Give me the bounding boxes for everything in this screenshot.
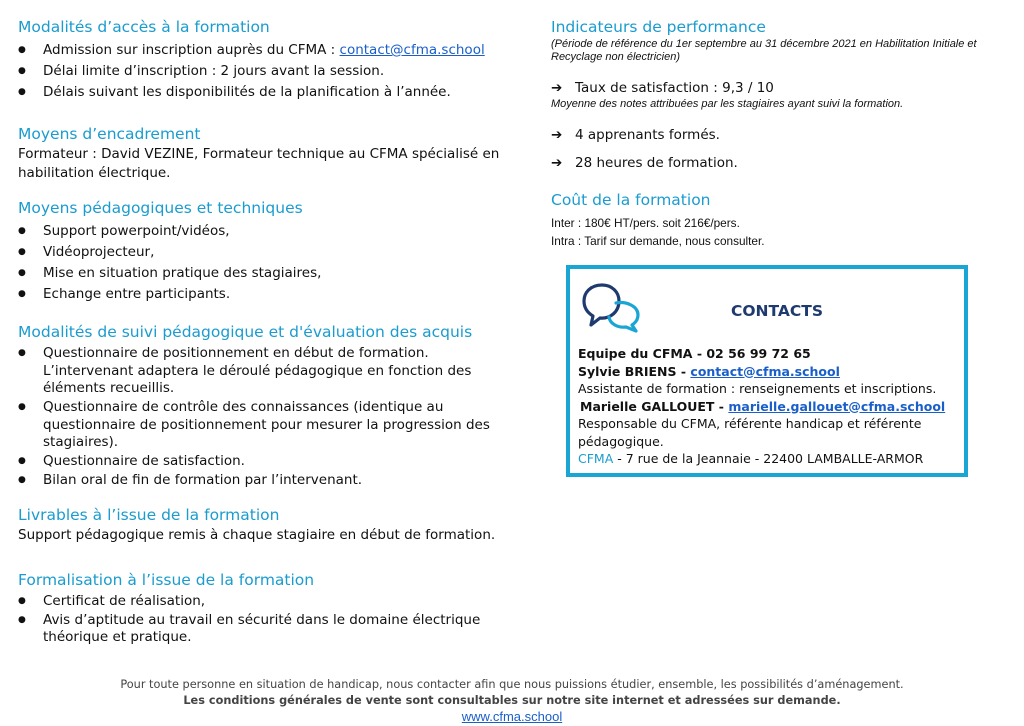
pedagogiques-list	[18, 221, 508, 305]
contact-email-link[interactable]: contact@cfma.school	[339, 42, 485, 58]
website-link[interactable]: www.cfma.school	[461, 709, 563, 724]
footer-cgv-note: Les conditions générales de vente sont consultables sur notre site internet et adressées sur demande.	[183, 694, 841, 707]
list-item: ● Certificat de réalisation,	[18, 593, 508, 611]
right-column	[551, 16, 1019, 250]
arrow-icon: ➔	[551, 127, 563, 143]
arrow-icon: ➔	[551, 155, 563, 171]
section-cout	[551, 189, 1019, 250]
footer-handicap-note: Pour toute personne en situation de handicap, nous contacter afin que nous puissions étudier, ensemble, les possibilités d’aménagement.	[120, 678, 904, 691]
price-inter: Inter : 180€ HT/pers. soit 216€/pers.	[551, 216, 740, 230]
list-item: ● Mise en situation pratique des stagiaires,	[18, 263, 508, 284]
list-item: ● Echange entre participants.	[18, 284, 508, 305]
footer	[0, 677, 1024, 726]
team-phone: Equipe du CFMA - 02 56 99 72 65	[578, 346, 811, 361]
section-title: Modalités de suivi pédagogique et d'évaluation des acquis	[18, 323, 473, 341]
list-item: ● Questionnaire de satisfaction.	[18, 453, 508, 471]
suivi-list	[18, 345, 508, 490]
formalisation-list	[18, 593, 508, 647]
marielle-email-link[interactable]: marielle.gallouet@cfma.school	[728, 398, 946, 414]
list-item: ● Avis d’aptitude au travail en sécurité dans le domaine électrique théorique et pratique.	[18, 612, 508, 647]
section-pedagogiques	[18, 197, 508, 305]
section-indicateurs	[551, 16, 1019, 173]
contacts-title: CONTACTS	[730, 302, 823, 320]
contact-marielle: Marielle GALLOUET - marielle.gallouet@cfma.school	[580, 398, 946, 414]
section-text: Support pédagogique remis à chaque stagiaire en début de formation.	[18, 526, 496, 543]
left-column	[18, 16, 508, 659]
reference-period-note: (Période de référence du 1er septembre au 31 décembre 2021 en Habilitation Initiale et Recyclage non électricien)	[551, 38, 977, 63]
sylvie-role: Assistante de formation : renseignements et inscriptions.	[578, 381, 937, 396]
price-intra: Intra : Tarif sur demande, nous consulter.	[551, 234, 765, 248]
list-item: ● Délai limite d’inscription : 2 jours avant la session.	[18, 61, 508, 82]
section-encadrement	[18, 123, 508, 183]
section-livrables	[18, 504, 508, 545]
contacts-box	[566, 265, 968, 477]
arrow-icon: ➔	[551, 80, 563, 96]
address: CFMA - 7 rue de la Jeannaie - 22400 LAMBALLE-ARMOR	[578, 451, 924, 466]
section-suivi	[18, 321, 508, 490]
section-acces	[18, 16, 508, 103]
indicator-heures: ➔ 28 heures de formation.	[551, 155, 738, 171]
list-item: ● Vidéoprojecteur,	[18, 242, 508, 263]
section-title: Formalisation à l’issue de la formation	[18, 570, 315, 589]
section-title: Moyens pédagogiques et techniques	[18, 199, 303, 217]
satisfaction-note: Moyenne des notes attribuées par les stagiaires ayant suivi la formation.	[551, 98, 904, 110]
section-title: Livrables à l’issue de la formation	[18, 505, 280, 524]
section-title: Indicateurs de performance	[551, 18, 766, 36]
sylvie-email-link[interactable]: contact@cfma.school	[690, 363, 840, 379]
section-title: Modalités d’accès à la formation	[18, 18, 270, 36]
list-item: ● Questionnaire de positionnement en début de formation. L’intervenant adaptera le déroulé pédagogique en fonction des éléments recueillis.	[18, 345, 508, 398]
list-item: ● Délais suivant les disponibilités de la planification à l’année.	[18, 82, 508, 103]
section-text: Formateur : David VEZINE, Formateur technique au CFMA spécialisé en habilitation électrique.	[18, 146, 500, 181]
indicator-apprenants: ➔ 4 apprenants formés.	[551, 127, 720, 143]
section-formalisation	[18, 569, 508, 647]
list-item: ● Support powerpoint/vidéos,	[18, 221, 508, 242]
list-item: ● Bilan oral de fin de formation par l’intervenant.	[18, 472, 508, 490]
list-item: ● Admission sur inscription auprès du CFMA : contact@cfma.school	[18, 40, 508, 61]
indicator-satisfaction: ➔ Taux de satisfaction : 9,3 / 10	[551, 80, 774, 96]
contact-sylvie: Sylvie BRIENS - contact@cfma.school	[578, 363, 840, 379]
list-item: ● Questionnaire de contrôle des connaissances (identique au questionnaire de positionnement pour mesurer la progression des stagiaires).	[18, 399, 508, 452]
contacts-details	[578, 345, 963, 468]
marielle-role: Responsable du CFMA, référente handicap et référente pédagogique.	[578, 416, 922, 449]
section-title: Moyens d’encadrement	[18, 125, 201, 143]
section-title: Coût de la formation	[551, 191, 711, 209]
acces-list	[18, 40, 508, 103]
